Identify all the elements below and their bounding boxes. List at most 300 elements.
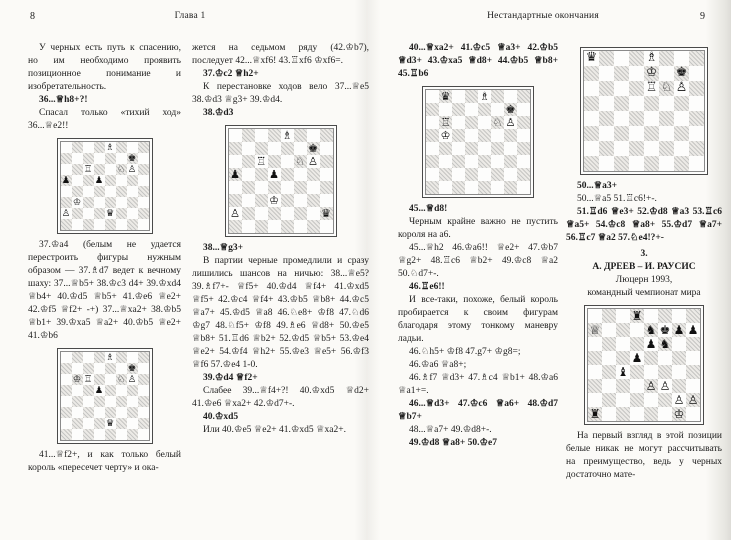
board-square [478,155,491,168]
board-square [452,168,465,181]
chess-board [225,125,337,237]
board-square [268,155,281,168]
board-square [644,51,659,66]
board-square [616,351,630,365]
board-square [689,111,704,126]
board-square [61,142,72,153]
board-square [426,168,439,181]
board-square [584,111,599,126]
board-square [452,90,465,103]
board-square [426,129,439,142]
board-square [504,129,517,142]
chess-board [57,348,153,444]
board-square [281,194,294,207]
board-square [491,90,504,103]
board-square [478,103,491,116]
board-square [491,181,504,194]
board-square [116,219,127,230]
board-square [83,429,94,440]
chess-piece: ♙ [673,393,685,407]
board-square [584,96,599,111]
chess-piece: ♚ [675,66,688,81]
board-square [658,407,672,421]
board-square [644,96,659,111]
board-square [674,66,689,81]
board-square [94,418,105,429]
board-square [116,197,127,208]
board-square [72,142,83,153]
board-square [465,103,478,116]
board-square [268,168,281,181]
board-square [242,168,255,181]
board-square [127,186,138,197]
board-square [599,51,614,66]
board-square [242,207,255,220]
board-square [268,129,281,142]
chess-piece: ♘ [116,164,126,175]
board-square [658,365,672,379]
board-square [439,90,452,103]
board-square [72,164,83,175]
board-square [426,155,439,168]
chess-piece: ♖ [83,374,93,385]
board-square [255,155,268,168]
board-square [242,142,255,155]
board-square [630,393,644,407]
chess-piece: ♙ [505,116,516,129]
board-square [320,129,333,142]
board-square [644,126,659,141]
board-square [72,385,83,396]
board-square [672,323,686,337]
board-square [602,407,616,421]
board-square [644,379,658,393]
board-square [281,129,294,142]
board-square [116,164,127,175]
chess-piece: ♖ [645,81,658,96]
board-square [83,385,94,396]
board-square [255,168,268,181]
board-square [630,323,644,337]
board-square [242,220,255,233]
board-square [644,365,658,379]
chess-piece: ♘ [660,81,673,96]
board-square [83,164,94,175]
chess-piece: ♖ [440,116,451,129]
board-square [105,175,116,186]
board-square [72,208,83,219]
board-square [83,219,94,230]
board-square [294,129,307,142]
board-square [229,155,242,168]
board-square [465,168,478,181]
board-square [630,407,644,421]
move-line: 39.♔d4 ♕f2+ [203,373,258,383]
board-square [602,365,616,379]
board-square [116,153,127,164]
board-square [294,220,307,233]
board-square [659,66,674,81]
board-square [61,153,72,164]
move-line: 40.♔xd5 [203,412,239,422]
board-square [138,164,149,175]
board-square [674,96,689,111]
board-square [689,141,704,156]
board-square [229,207,242,220]
board-square [94,374,105,385]
board-square [105,208,116,219]
board-square [105,186,116,197]
board-square [674,156,689,171]
board-square [674,141,689,156]
board-square [644,309,658,323]
board-square [281,168,294,181]
board-square [138,374,149,385]
board-square [61,418,72,429]
board-square [94,208,105,219]
board-square [72,396,83,407]
board-square [674,111,689,126]
board-square [105,164,116,175]
board-square [630,309,644,323]
board-square [517,116,530,129]
chess-piece: ♖ [83,164,93,175]
paragraph: Черным крайне важно не пустить короля на a6. [398,217,558,240]
board-square [504,90,517,103]
paragraph: К перестановке ходов вело 37...♕e5 38.♔d3 ♕g3+ 39.♔d4. [192,82,369,105]
board-square [61,396,72,407]
board-square [517,103,530,116]
move-line: 3. [640,249,648,259]
chess-piece: ♙ [61,208,71,219]
paragraph: И все-таки, похоже, белый король пробирается к своим фигурам благодаря этому тонкому маневру ладьи. [398,295,558,344]
board-square [94,352,105,363]
paragraph: Или 40.♔e5 ♕e2+ 41.♔xd5 ♕xa2+. [203,425,346,435]
board-square [105,429,116,440]
chess-diagram-position-after-36...Qe2 [28,138,181,234]
board-square [599,96,614,111]
board-square [116,429,127,440]
board-square [61,407,72,418]
chess-piece: ♟ [229,168,240,181]
board-square [599,126,614,141]
board-square [439,103,452,116]
board-square [614,141,629,156]
board-square [616,337,630,351]
chess-piece: ♙ [675,81,688,96]
board-square [61,175,72,186]
board-square [602,379,616,393]
board-square [105,142,116,153]
board-square [281,142,294,155]
board-square [644,156,659,171]
paragraph: 45...♕h2 46.♔a6!! ♕e2+ 47.♔b7 ♕g2+ 48.♖c6 ♕b2+ 49.♔c8 ♕a2 50.♘d7+-. [398,243,558,279]
board-square [465,142,478,155]
paragraph: 50...♕a5 51.♖c6!+-. [577,194,657,204]
board-square [659,141,674,156]
board-square [478,181,491,194]
board-square [616,407,630,421]
board-square [689,96,704,111]
chess-piece: ♘ [492,116,503,129]
chess-piece: ♙ [687,393,699,407]
board-square [672,379,686,393]
board-square [94,197,105,208]
board-square [686,337,700,351]
board-square [83,363,94,374]
board-square [584,126,599,141]
running-header-left: Глава 1 [174,11,206,21]
board-square [138,418,149,429]
board-square [672,365,686,379]
chess-piece: ♗ [645,51,658,66]
chess-piece: ♚ [307,142,318,155]
board-square [105,407,116,418]
board-square [689,66,704,81]
board-square [478,90,491,103]
board-square [94,186,105,197]
board-square [72,352,83,363]
board-square [630,351,644,365]
board-square [61,164,72,175]
board-square [105,219,116,230]
paragraph: 37.♔a4 (белым не удается перестроить фигуры нужным образом — 37.♗d7 ведет к вечному шаху: 37...♕b5+ 38.♔c3 d4+ 39.♔xd4 ♕b4+ 40.♔d5 ♕b5+ 41.♔e6 ♕e2+ 42.♔f5 ♕f2+ -+) 37...♕xa2+ 38.♔b5 ♕b1+ 39.♔xa5 ♕a2+ 40.♔b5 ♕e2+ 41.♔b6 [28,240,181,341]
board-square [138,363,149,374]
paragraph: У черных есть путь к спасению, но им необходимо проявить позиционное понимание и изобретательность. [28,43,181,92]
chess-board [57,138,153,234]
chess-piece: ♗ [479,90,490,103]
chess-piece: ♙ [659,379,671,393]
board-square [72,429,83,440]
board-square [426,142,439,155]
move-line: 38...♕g3+ [203,243,244,253]
board-square [629,141,644,156]
chess-piece: ♟ [61,175,71,186]
board-square [83,186,94,197]
board-square [686,365,700,379]
board-square [294,181,307,194]
board-square [491,129,504,142]
board-square [127,219,138,230]
board-square [83,153,94,164]
board-square [614,96,629,111]
board-square [629,51,644,66]
move-line: 51.♖d6 ♕e3+ 52.♔d8 ♕a3 53.♖c6 ♕a5+ 54.♔c8 ♕a8+ 55.♔d7 ♕a7+ 56.♖c7 ♕a2 57.♘e4!?+- [566,207,722,243]
board-square [61,429,72,440]
board-square [61,352,72,363]
paragraph: 48...♕a7+ 49.♔d8+-. [409,425,492,435]
paragraph: 46.♗f7 ♕d3+ 47.♗c4 ♕b1+ 48.♔a6 ♕a1+=. [398,373,558,396]
board-square [452,142,465,155]
chess-board [580,47,708,175]
board-square [72,374,83,385]
board-square [307,129,320,142]
board-square [105,153,116,164]
board-square [72,363,83,374]
paragraph: жется на седьмом ряду (42.♔b7), последует 42...♕xf6! 43.♖xf6 ♔xf6=. [192,43,369,66]
chess-piece: ♔ [645,66,658,81]
board-square [659,156,674,171]
chess-piece: ♛ [320,207,331,220]
board-square [307,142,320,155]
board-square [127,374,138,385]
board-square [116,385,127,396]
board-square [614,51,629,66]
board-square [61,374,72,385]
page-number-left: 8 [30,11,35,22]
board-square [138,153,149,164]
move-line: 37.♔c2 ♕h2+ [203,69,259,79]
board-square [504,168,517,181]
board-square [268,181,281,194]
paragraph: 41...♕f2+, и как только белый король «пересечет черту» и ока- [28,450,181,473]
board-square [674,126,689,141]
chess-piece: ♛ [105,208,115,219]
board-square [116,396,127,407]
move-line: 40...♕xa2+ 41.♔c5 ♕a3+ 42.♔b5 ♕d3+ 43.♔xa5 ♕d8+ 44.♔b5 ♕b8+ 45.♖b6 [398,43,558,79]
chess-piece: ♟ [673,323,685,337]
board-square [644,351,658,365]
board-square [94,363,105,374]
board-square [105,352,116,363]
board-square [504,181,517,194]
board-square [127,363,138,374]
board-square [588,351,602,365]
board-square [588,309,602,323]
board-square [138,352,149,363]
board-square [452,155,465,168]
chess-piece: ♔ [72,197,82,208]
board-square [602,309,616,323]
board-square [229,220,242,233]
board-square [61,186,72,197]
chess-piece: ♔ [72,374,82,385]
chess-piece: ♟ [645,337,657,351]
board-square [465,129,478,142]
board-square [255,207,268,220]
board-square [644,323,658,337]
game-heading: командный чемпионат мира [587,288,701,298]
chess-piece: ♔ [673,407,685,421]
board-square [94,142,105,153]
chess-piece: ♚ [127,363,137,374]
board-square [614,156,629,171]
board-square [294,142,307,155]
board-square [452,116,465,129]
board-square [320,155,333,168]
chess-board-grid [425,89,531,195]
chess-piece: ♚ [505,103,516,116]
board-square [517,129,530,142]
board-square [686,393,700,407]
chess-piece: ♜ [631,309,643,323]
board-square [127,418,138,429]
board-square [294,155,307,168]
board-square [629,126,644,141]
board-square [689,126,704,141]
board-square [439,181,452,194]
board-square [674,81,689,96]
board-square [584,66,599,81]
board-square [614,111,629,126]
board-square [689,51,704,66]
chess-piece: ♝ [617,365,629,379]
board-square [116,374,127,385]
board-square [138,407,149,418]
board-square [599,111,614,126]
board-square [105,374,116,385]
board-square [138,219,149,230]
board-square [672,309,686,323]
board-square [616,309,630,323]
chess-piece: ♙ [307,155,318,168]
board-square [83,175,94,186]
board-square [672,393,686,407]
board-square [229,142,242,155]
board-square [602,351,616,365]
board-square [644,141,659,156]
board-square [116,142,127,153]
board-square [105,385,116,396]
board-square [294,194,307,207]
board-square [630,337,644,351]
board-square [127,385,138,396]
chess-piece: ♗ [105,352,115,363]
board-square [138,385,149,396]
board-square [465,181,478,194]
board-square [229,168,242,181]
board-square [127,197,138,208]
paragraph: В партии черные промедлили и сразу лишились шансов на ничью: 38...♕e5? 39.♗f7+- ♕f5+ 40.♔d4 ♕f4+ 41.♔xd5 ♕f5+ 42.♔c4 ♕f4+ 43.♔b5 ♕b8+ 44.♔c5 ♕a7+ 45.♔d5 ♕a8 46.♘e8+ ♔f8 47.♘d6 ♔g7 48.♘f5+ ♔f8 49.♗e6 ♕d8+ 50.♔e5 ♕b8+ 51.♖d6 ♕b2+ 52.♔d5 ♕b5+ 53.♔e4 ♕e2+ 54.♔f4 ♕h2+ 55.♔e3 ♕e5+ 56.♔f3 ♕f6 57.♔e4 1-0. [192,256,369,370]
chess-board-grid [60,351,150,441]
board-square [517,181,530,194]
board-square [439,116,452,129]
board-square [686,323,700,337]
board-square [320,220,333,233]
board-square [588,393,602,407]
board-square [94,153,105,164]
board-square [127,396,138,407]
board-square [491,103,504,116]
board-square [659,81,674,96]
paragraph: Спасал только «тихий ход» 36...♕e2!! [28,108,181,131]
board-square [307,181,320,194]
chess-piece: ♙ [127,374,137,385]
board-square [127,208,138,219]
board-square [504,116,517,129]
board-square [294,207,307,220]
board-square [229,194,242,207]
board-square [478,168,491,181]
board-square [281,207,294,220]
board-square [426,103,439,116]
board-square [61,363,72,374]
board-square [307,194,320,207]
board-square [658,351,672,365]
chess-piece: ♞ [659,337,671,351]
board-square [504,155,517,168]
board-square [268,142,281,155]
board-square [630,365,644,379]
board-square [242,129,255,142]
board-square [255,129,268,142]
paragraph: 46.♔a6 ♕a8+; [409,360,467,370]
board-square [588,337,602,351]
board-square [452,129,465,142]
chess-board-grid [60,141,150,231]
board-square [281,181,294,194]
chess-piece: ♙ [645,379,657,393]
